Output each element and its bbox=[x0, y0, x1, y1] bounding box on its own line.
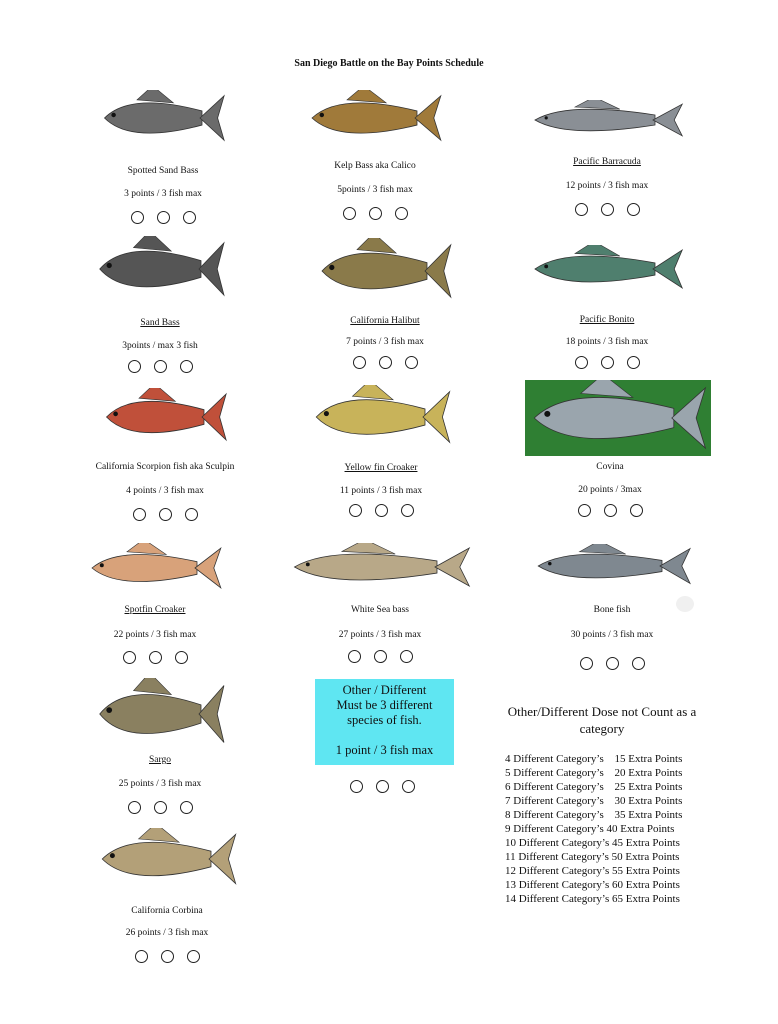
bonus-points: 35 Extra Points bbox=[611, 809, 683, 821]
california-halibut-icon bbox=[315, 238, 455, 304]
fish-name: Yellow fin Croaker bbox=[344, 463, 418, 473]
bonus-row bbox=[505, 766, 682, 780]
other-line bbox=[315, 728, 454, 743]
bonus-row bbox=[505, 780, 682, 794]
page-title: San Diego Battle on the Bay Points Schedule bbox=[294, 58, 484, 69]
catch-tally bbox=[75, 360, 245, 373]
bonus-row bbox=[505, 822, 682, 836]
tally-circle[interactable] bbox=[135, 950, 148, 963]
tally-circle[interactable] bbox=[379, 356, 392, 369]
tally-circle[interactable] bbox=[180, 801, 193, 814]
fish-card bbox=[522, 245, 692, 375]
bonus-points: 25 Extra Points bbox=[611, 781, 683, 793]
fish-name: Covina bbox=[596, 462, 624, 472]
fish-name: Bone fish bbox=[593, 605, 631, 615]
tally-circle[interactable] bbox=[402, 780, 415, 793]
covina-icon bbox=[525, 380, 711, 456]
tally-circle[interactable] bbox=[580, 657, 593, 670]
fish-points: 27 points / 3 fish max bbox=[338, 630, 422, 640]
watermark bbox=[676, 596, 694, 612]
tally-circle[interactable] bbox=[627, 203, 640, 216]
tally-circle[interactable] bbox=[343, 207, 356, 220]
category-note: Other/Different Dose not Count as a category bbox=[507, 704, 697, 736]
bonus-points: 20 Extra Points bbox=[611, 767, 683, 779]
bone-fish-icon bbox=[530, 544, 695, 588]
california-corbina-icon bbox=[95, 828, 240, 890]
tally-circle[interactable] bbox=[606, 657, 619, 670]
tally-circle[interactable] bbox=[601, 356, 614, 369]
bonus-category: 10 Different Category’s bbox=[505, 837, 610, 849]
tally-circle[interactable] bbox=[348, 650, 361, 663]
fish-name: California Halibut bbox=[350, 316, 420, 326]
bonus-row bbox=[505, 850, 682, 864]
bonus-row bbox=[505, 752, 682, 766]
fish-points: 26 points / 3 fish max bbox=[125, 928, 209, 938]
pacific-barracuda-icon bbox=[527, 100, 687, 140]
bonus-category: 12 Different Category’s bbox=[505, 865, 610, 877]
tally-circle[interactable] bbox=[400, 650, 413, 663]
tally-circle[interactable] bbox=[161, 950, 174, 963]
tally-circle[interactable] bbox=[630, 504, 643, 517]
fish-name: California Scorpion fish aka Sculpin bbox=[95, 462, 235, 472]
tally-circle[interactable] bbox=[131, 211, 144, 224]
fish-points: 3points / max 3 fish bbox=[122, 341, 198, 351]
spotted-sand-bass-icon bbox=[98, 90, 228, 146]
tally-circle[interactable] bbox=[185, 508, 198, 521]
tally-circle[interactable] bbox=[632, 657, 645, 670]
fish-points: 7 points / 3 fish max bbox=[346, 337, 424, 347]
tally-circle[interactable] bbox=[575, 203, 588, 216]
yellowfin-croaker-icon bbox=[309, 385, 454, 449]
bonus-category: 13 Different Category’s bbox=[505, 879, 610, 891]
bonus-points: 45 Extra Points bbox=[609, 837, 680, 849]
sand-bass-icon bbox=[93, 236, 228, 302]
fish-name: Kelp Bass aka Calico bbox=[334, 161, 416, 171]
tally-circle[interactable] bbox=[154, 801, 167, 814]
tally-circle[interactable] bbox=[349, 504, 362, 517]
fish-points: 25 points / 3 fish max bbox=[118, 779, 202, 789]
bonus-category: 6 Different Category’s bbox=[505, 781, 604, 793]
bonus-points: 55 Extra Points bbox=[609, 865, 680, 877]
fish-card bbox=[80, 388, 250, 528]
tally-circle[interactable] bbox=[149, 651, 162, 664]
catch-tally bbox=[527, 657, 697, 670]
bonus-row bbox=[505, 892, 682, 906]
bonus-points: 30 Extra Points bbox=[611, 795, 683, 807]
tally-circle[interactable] bbox=[183, 211, 196, 224]
tally-circle[interactable] bbox=[157, 211, 170, 224]
fish-name: Sargo bbox=[149, 755, 171, 765]
bonus-row bbox=[505, 878, 682, 892]
bonus-points: 50 Extra Points bbox=[608, 851, 680, 863]
fish-card bbox=[70, 543, 240, 673]
tally-circle[interactable] bbox=[401, 504, 414, 517]
fish-name: Sand Bass bbox=[140, 318, 180, 328]
tally-circle[interactable] bbox=[375, 504, 388, 517]
tally-circle[interactable] bbox=[128, 360, 141, 373]
catch-tally bbox=[295, 650, 465, 663]
fish-points: 3 points / 3 fish max bbox=[124, 189, 202, 199]
white-sea-bass-icon bbox=[285, 543, 475, 591]
bonus-points: 60 Extra Points bbox=[609, 879, 680, 891]
fish-card bbox=[75, 236, 245, 376]
other-line: Must be 3 different bbox=[336, 698, 433, 712]
catch-tally bbox=[300, 356, 470, 369]
tally-circle[interactable] bbox=[133, 508, 146, 521]
catch-tally bbox=[290, 207, 460, 220]
bonus-row bbox=[505, 794, 682, 808]
fish-card bbox=[525, 460, 695, 530]
bonus-category: 8 Different Category’s bbox=[505, 809, 604, 821]
fish-card bbox=[82, 828, 252, 968]
fish-points: 4 points / 3 fish max bbox=[126, 486, 204, 496]
tally-circle[interactable] bbox=[187, 950, 200, 963]
fish-points: 20 points / 3max bbox=[578, 485, 642, 495]
tally-circle[interactable] bbox=[575, 356, 588, 369]
fish-card bbox=[296, 385, 466, 525]
bonus-table bbox=[505, 752, 682, 906]
tally-circle[interactable] bbox=[128, 801, 141, 814]
catch-tally bbox=[297, 780, 467, 793]
fish-card bbox=[78, 90, 248, 230]
fish-card bbox=[295, 543, 465, 673]
tally-circle[interactable] bbox=[601, 203, 614, 216]
tally-circle[interactable] bbox=[123, 651, 136, 664]
fish-card bbox=[527, 544, 697, 674]
fish-name: California Corbina bbox=[131, 906, 203, 916]
other-different-box bbox=[315, 679, 454, 765]
tally-circle[interactable] bbox=[154, 360, 167, 373]
catch-tally bbox=[525, 504, 695, 517]
fish-name: Spotted Sand Bass bbox=[127, 166, 199, 176]
catch-tally bbox=[296, 504, 466, 517]
fish-points: 22 points / 3 fish max bbox=[113, 630, 197, 640]
tally-circle[interactable] bbox=[369, 207, 382, 220]
bonus-category: 4 Different Category’s bbox=[505, 753, 604, 765]
tally-circle[interactable] bbox=[405, 356, 418, 369]
catch-tally bbox=[75, 801, 245, 814]
bonus-category: 14 Different Category’s bbox=[505, 893, 610, 905]
fish-points: 11 points / 3 fish max bbox=[339, 486, 423, 496]
fish-card bbox=[75, 678, 245, 818]
pacific-bonito-icon bbox=[527, 245, 687, 293]
bonus-row bbox=[505, 836, 682, 850]
covina-photo bbox=[525, 380, 711, 456]
tally-circle[interactable] bbox=[604, 504, 617, 517]
bonus-category: 9 Different Category’s bbox=[505, 823, 604, 835]
tally-circle[interactable] bbox=[627, 356, 640, 369]
fish-card bbox=[300, 238, 470, 378]
fish-points: 30 points / 3 fish max bbox=[570, 630, 654, 640]
bonus-points: 15 Extra Points bbox=[611, 753, 683, 765]
bonus-category: 7 Different Category’s bbox=[505, 795, 604, 807]
fish-name: White Sea bass bbox=[350, 605, 410, 615]
other-line: Other / Different bbox=[342, 683, 427, 697]
other-tally bbox=[297, 778, 467, 798]
fish-name: Pacific Bonito bbox=[579, 315, 635, 325]
fish-points: 12 points / 3 fish max bbox=[565, 181, 649, 191]
bonus-points: 40 Extra Points bbox=[603, 823, 675, 835]
sargo-icon bbox=[93, 678, 228, 750]
fish-points: 5points / 3 fish max bbox=[337, 185, 413, 195]
catch-tally bbox=[70, 651, 240, 664]
other-line: 1 point / 3 fish max bbox=[335, 743, 434, 757]
fish-card bbox=[522, 100, 692, 230]
tally-circle[interactable] bbox=[350, 780, 363, 793]
tally-circle[interactable] bbox=[376, 780, 389, 793]
bonus-category: 5 Different Category’s bbox=[505, 767, 604, 779]
bonus-row bbox=[505, 808, 682, 822]
scorpion-fish-icon bbox=[100, 388, 230, 446]
catch-tally bbox=[80, 508, 250, 521]
fish-name: Spotfin Croaker bbox=[124, 605, 186, 615]
tally-circle[interactable] bbox=[353, 356, 366, 369]
bonus-points: 65 Extra Points bbox=[609, 893, 680, 905]
fish-name: Pacific Barracuda bbox=[573, 157, 641, 167]
bonus-category: 11 Different Category’s bbox=[505, 851, 609, 863]
tally-circle[interactable] bbox=[180, 360, 193, 373]
catch-tally bbox=[522, 203, 692, 216]
spotfin-croaker-icon bbox=[85, 543, 225, 593]
tally-circle[interactable] bbox=[159, 508, 172, 521]
fish-card bbox=[290, 90, 460, 230]
catch-tally bbox=[82, 950, 252, 963]
catch-tally bbox=[78, 211, 248, 224]
tally-circle[interactable] bbox=[175, 651, 188, 664]
tally-circle[interactable] bbox=[374, 650, 387, 663]
catch-tally bbox=[522, 356, 692, 369]
tally-circle[interactable] bbox=[578, 504, 591, 517]
fish-points: 18 points / 3 fish max bbox=[565, 337, 649, 347]
bonus-row bbox=[505, 864, 682, 878]
other-line: species of fish. bbox=[347, 713, 422, 727]
tally-circle[interactable] bbox=[395, 207, 408, 220]
kelp-bass-icon bbox=[305, 90, 445, 146]
